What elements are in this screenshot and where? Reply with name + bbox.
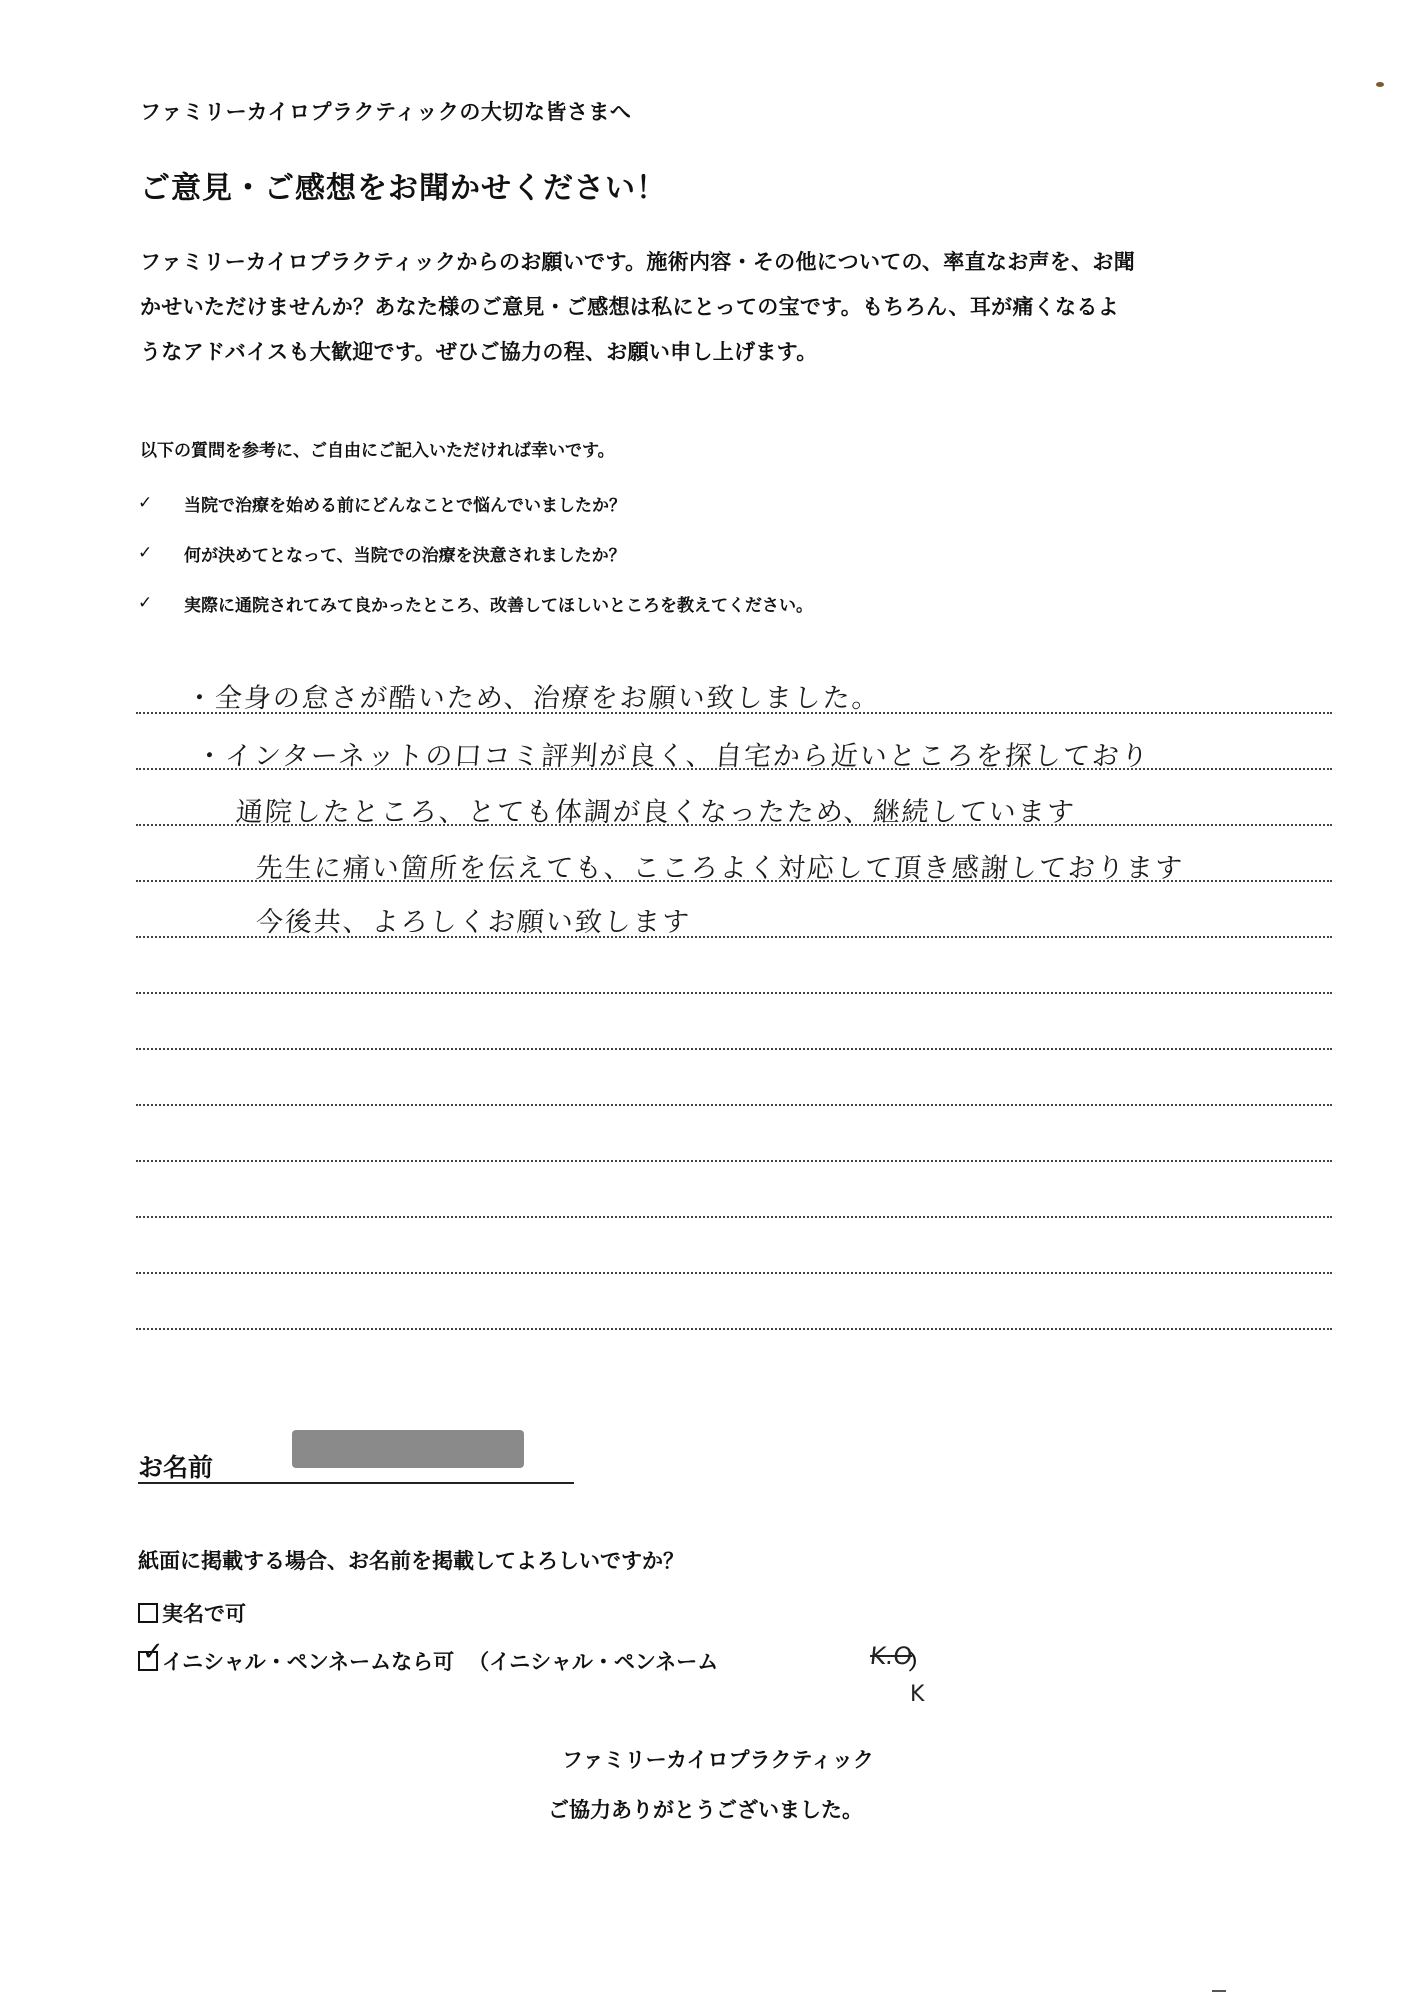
question-item [138,528,813,578]
answer-line: 今後共、よろしくお願い致します [254,907,692,938]
answer-line: ・インターネットの口コミ評判が良く、自宅から近いところを探しており [194,741,1151,772]
page-title: ご意見・ご感想をお聞かせください！ [140,171,667,206]
footer-clinic-name: ファミリーカイロプラクティック [562,1748,874,1772]
initial-correction: K [910,1682,925,1707]
check-tick-icon: ✓ [142,1637,164,1667]
questions-lead: 以下の質問を参考に、ご自由にご記入いただければ幸いです。 [140,441,615,461]
footer-thanks: ご協力ありがとうございました。 [548,1798,863,1822]
dotted-rule [136,1104,1332,1106]
question-text: 当院で治療を始める前にどんなことで悩んでいましたか？ [184,495,626,516]
dotted-rule [136,992,1332,994]
option-real-name-label: 実名で可 [162,1602,246,1626]
scan-speck [1212,1990,1226,1992]
intro-paragraph [140,240,1340,375]
dotted-rule [136,1272,1332,1274]
dotted-rule [136,1160,1332,1162]
redacted-name [292,1430,524,1468]
question-text: 実際に通院されてみて良かったところ、改善してほしいところを教えてください。 [184,595,813,616]
dotted-rule [136,1048,1332,1050]
question-item [138,478,813,528]
question-list [138,478,813,628]
greeting-text: ファミリーカイロプラクティックの大切な皆さまへ [140,100,632,124]
dotted-rule [136,1216,1332,1218]
intro-line: かせいただけませんか？あなた様のご意見・ご感想は私にとっての宝です。もちろん、耳が痛くなるよ [140,295,1119,319]
dotted-rule [136,1328,1332,1330]
initial-paren-close: ） [908,1650,930,1674]
checkmark-icon: ✓ [138,493,153,513]
name-label: お名前 [138,1453,214,1482]
option-initial-label: イニシャル・ペンネームなら可 [162,1650,455,1674]
publish-question: 紙面に掲載する場合、お名前を掲載してよろしいですか？ [138,1549,684,1573]
answer-line: 通院したところ、とても体調が良くなったため、継続しています [234,797,1077,828]
checkmark-icon: ✓ [138,593,153,613]
real-name-checkbox[interactable] [138,1603,158,1623]
question-text: 何が決めてとなって、当院での治療を決意されましたか？ [184,545,626,566]
scan-speck [1376,82,1384,87]
checkmark-icon: ✓ [138,543,153,563]
answer-line: ・全身の怠さが酷いため、治療をお願い致しました。 [184,683,882,714]
intro-line: ファミリーカイロプラクティックからのお願いです。施術内容・その他についての、率直なお声を、お聞 [140,250,1136,274]
answer-line: 先生に痛い箇所を伝えても、こころよく対応して頂き感謝しております [254,853,1185,884]
question-item [138,578,813,628]
option-real-name[interactable] [138,1598,246,1628]
option-initial[interactable] [138,1637,930,1676]
name-underline [138,1482,574,1484]
initial-paren-open: （イニシャル・ペンネーム [468,1650,719,1674]
intro-line: うなアドバイスも大歓迎です。ぜひご協力の程、お願い申し上げます。 [140,340,818,364]
initial-value: K.O [868,1642,914,1670]
initial-checkbox[interactable] [138,1637,164,1671]
